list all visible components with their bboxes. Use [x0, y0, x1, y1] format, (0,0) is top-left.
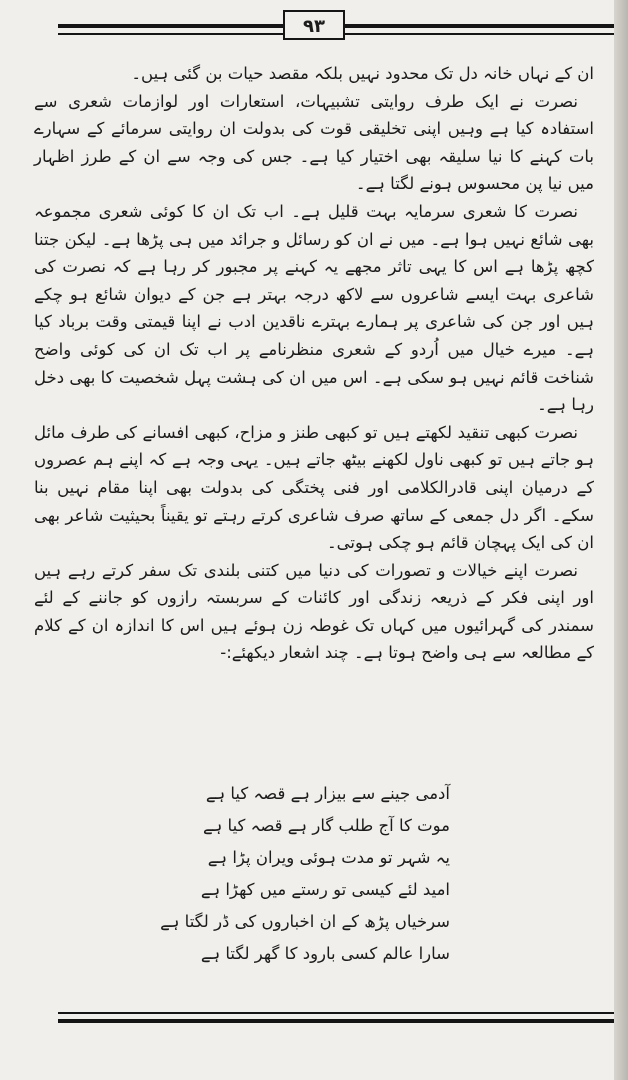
- paragraph: ان کے نہاں خانہ دل تک محدود نہیں بلکہ مقصد حیات بن گئی ہیں۔: [131, 64, 594, 83]
- verse-line: آدمی جینے سے بیزار ہے قصہ کیا ہے: [205, 784, 450, 803]
- page-edge-shadow: [614, 0, 628, 1080]
- footer-rule-bottom: [58, 1019, 618, 1023]
- page-number: ۹۳: [283, 10, 345, 40]
- body-text: [34, 60, 594, 667]
- paragraph: نصرت کا شعری سرمایہ بہت قلیل ہے۔ اب تک ان کا کوئی شعری مجموعہ بھی شائع نہیں ہوا ہے۔ میں نے ان کو رسائل و جرائد میں ہی پڑھا ہے۔ لیکن جتنا کچھ پڑھا ہے اس کا یہی تاثر مجھے یہ کہنے پر مجبور کر رہا ہے کہ نصرت کی شاعری بہت ایسے شاعروں سے لاکھ درجہ بہتر ہے جن کے دیوان شائع ہو چکے ہیں اور جن کی شاعری پر ہمارے بہترے ناقدین ادب نے اپنا قیمتی وقت برباد کیا ہے۔ میرے خیال میں اُردو کے شعری منظرنامے پر اب تک ان کی کوئی واضح شناخت قائم نہیں ہو سکی ہے۔ اس میں ان کی ہشت پہل شخصیت کا بھی دخل رہا ہے۔: [34, 201, 594, 415]
- footer-rule-top: [58, 1012, 618, 1014]
- verse-block: [160, 778, 450, 970]
- verse-line: سارا عالم کسی بارود کا گھر لگتا ہے: [200, 944, 450, 963]
- paragraph: نصرت نے ایک طرف روایتی تشبیہات، استعارات اور لوازمات شعری سے استفادہ کیا ہے وہیں اپنی تخلیقی قوت کی بدولت ان روایتی سرمائے کے سہارے بات کہنے کا نیا سلیقہ بھی اختیار کیا ہے۔ جس کی وجہ سے ان کے طرز اظہار میں نیا پن محسوس ہونے لگتا ہے۔: [34, 91, 594, 194]
- paragraph: نصرت اپنے خیالات و تصورات کی دنیا میں کتنی بلندی تک سفر کرتے رہے ہیں اور اپنی فکر کے ذریعہ زندگی اور کائنات کے سربستہ رازوں کو جاننے کے لئے سمندر کی گہرائیوں میں کہاں تک غوطہ زن ہوئے ہیں اس کا اندازہ ان کے کلام کے مطالعہ سے ہی واضح ہوتا ہے۔ چند اشعار دیکھئے:-: [34, 560, 594, 663]
- paragraph: نصرت کبھی تنقید لکھتے ہیں تو کبھی طنز و مزاح، کبھی افسانے کی طرف مائل ہو جاتے ہیں تو کبھی ناول لکھنے بیٹھ جاتے ہیں۔ یہی وجہ ہے کہ اپنے ہم عصروں کے درمیان اپنی قادرالکلامی اور فنی پختگی کی بدولت بھی اپنا مقام نہیں بنا سکے۔ اگر دل جمعی کے ساتھ صرف شاعری کرتے رہتے تو یقیناً بحیثیت شاعر بھی ان کی ایک پہچان قائم ہو چکی ہوتی۔: [34, 422, 594, 553]
- verse-line: سرخیاں پڑھ کے ان اخباروں کی ڈر لگتا ہے: [160, 912, 450, 931]
- verse-line: موت کا آج طلب گار ہے قصہ کیا ہے: [202, 816, 450, 835]
- verse-line: امید لئے کیسی تو رستے میں کھڑا ہے: [200, 880, 450, 899]
- verse-line: یہ شہر تو مدت ہوئی ویران پڑا ہے: [207, 848, 450, 867]
